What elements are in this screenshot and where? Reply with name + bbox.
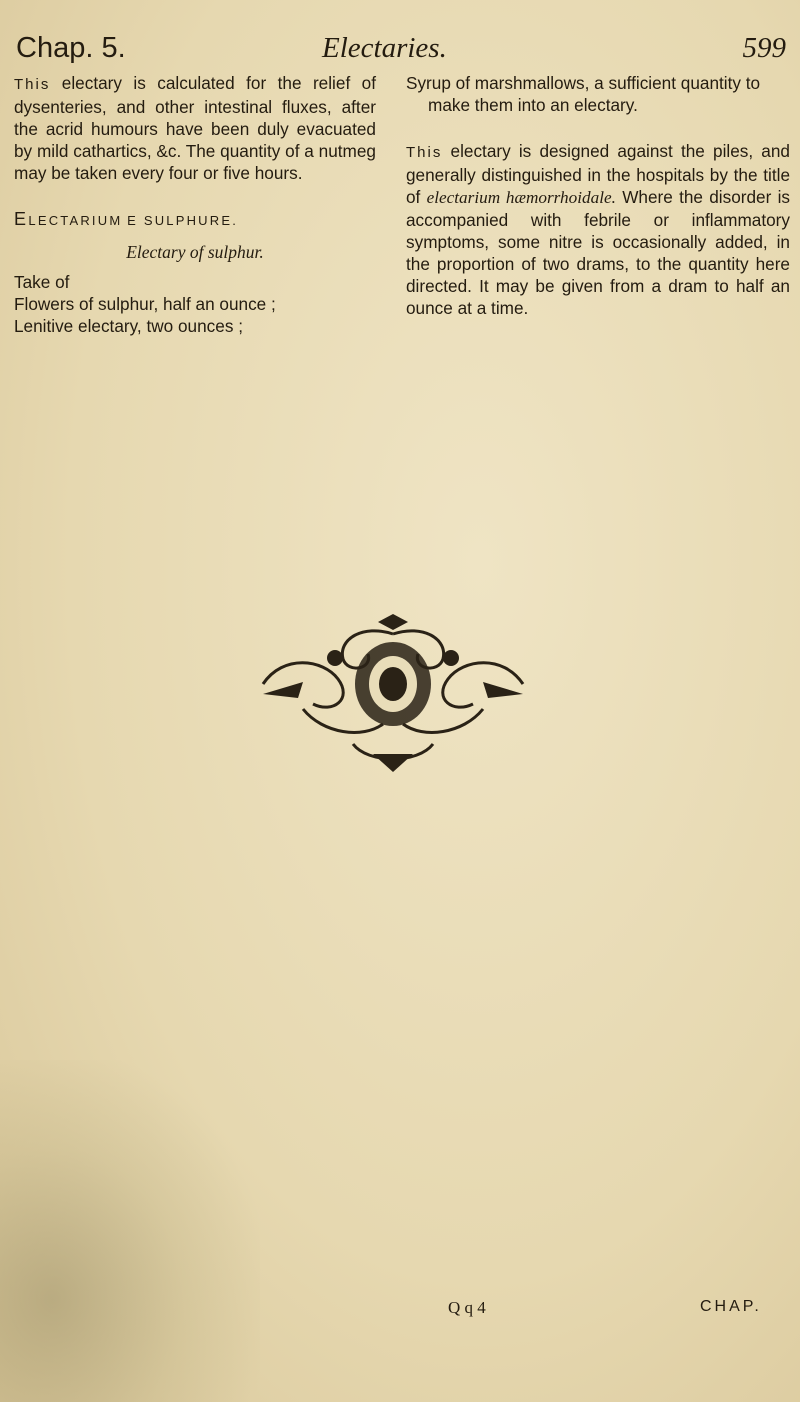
- running-header: [16, 28, 786, 72]
- chapter-label: Chap. 5.: [16, 32, 126, 64]
- ingredient-syrup: Syrup of marshmallows, a sufficient quantity to make them into an electary.: [406, 73, 761, 115]
- left-column: [14, 72, 376, 337]
- catchword: CHAP.: [700, 1298, 762, 1315]
- page-number: 599: [742, 32, 786, 64]
- paragraph-dysentery: [14, 72, 376, 184]
- paragraph-piles: [406, 140, 790, 319]
- right-column: [406, 72, 790, 319]
- paragraph-lead-word: This: [14, 76, 51, 93]
- paragraph-text: electary is calculated for the relief of dysenteries, and other intestinal fluxes, after the acrid humours have been duly evacuated by mild cathartics, &c. The quantity of a nutmeg may be taken every four or five hours.: [14, 73, 376, 183]
- recipe-title-initial: E: [14, 209, 29, 229]
- printer-ornament: [243, 614, 543, 774]
- paper-stain: [0, 1060, 260, 1402]
- page-footer: [0, 1298, 800, 1328]
- section-title: Electaries.: [322, 32, 447, 64]
- spacer: [14, 184, 376, 208]
- take-of-label: Take of: [14, 272, 70, 292]
- paragraph-text: electary is designed against the piles, and generally distinguished in the hospitals by the title of: [406, 141, 790, 207]
- ingredient-sulphur: Flowers of sulphur, half an ounce ;: [14, 294, 276, 314]
- recipe-subtitle: Electary of sulphur.: [126, 242, 264, 262]
- recipe-title-word: LECTARIUM: [28, 213, 123, 228]
- ingredient-lenitive: Lenitive electary, two ounces ;: [14, 316, 243, 336]
- recipe-title-word-2: E SULPHURE.: [127, 213, 239, 228]
- latin-title: electarium hæmorrhoidale.: [426, 188, 616, 207]
- spacer: [406, 116, 790, 140]
- paragraph-lead-word: This: [406, 144, 443, 161]
- recipe-title: [14, 208, 376, 232]
- paragraph-text-cont: Where the disorder is accompanied with febrile or inflammatory symptoms, some nitre is occasionally added, in the proportion of two drams, to the quantity here directed. It may be given from a dram to half an ounce at a time.: [406, 187, 791, 318]
- signature-mark: Q q 4: [448, 1298, 486, 1317]
